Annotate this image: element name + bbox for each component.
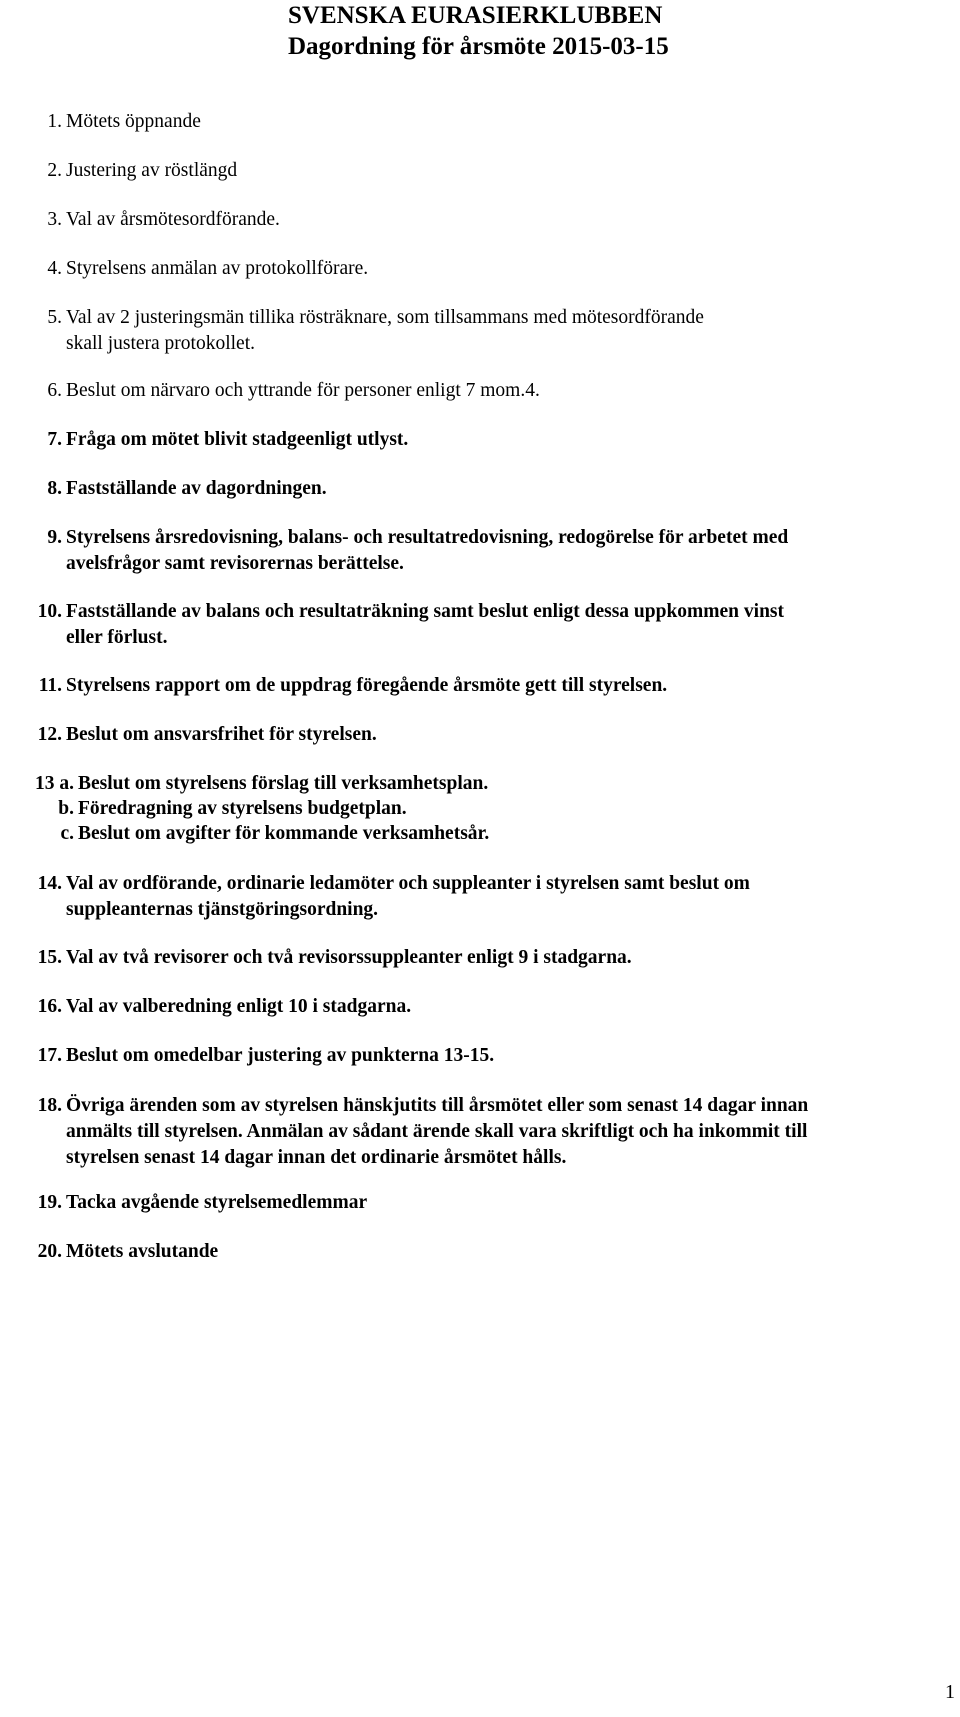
- agenda-item-number: 6.: [47, 380, 62, 401]
- agenda-item-number: 10.: [37, 601, 62, 622]
- agenda-item-number: b.: [58, 798, 74, 819]
- agenda-item-text: Beslut om avgifter för kommande verksamhetsår.: [78, 823, 490, 844]
- page-number: 1: [945, 1681, 955, 1703]
- agenda-item-text: Övriga ärenden som av styrelsen hänskjutits till årsmötet eller som senast 14 dagar innan: [66, 1095, 809, 1116]
- agenda-item-text: Beslut om styrelsens förslag till verksamhetsplan.: [78, 773, 489, 794]
- agenda-item-text: Beslut om omedelbar justering av punkterna 13-15.: [66, 1045, 495, 1066]
- agenda-item-text: Beslut om ansvarsfrihet för styrelsen.: [66, 724, 377, 745]
- agenda-item-number: 20.: [37, 1241, 62, 1262]
- agenda-item-number: 11.: [38, 675, 62, 696]
- agenda-item-text: Fråga om mötet blivit stadgeenligt utlyst.: [66, 429, 409, 450]
- agenda-item-text: eller förlust.: [66, 627, 168, 648]
- agenda-item-number: 7.: [47, 429, 62, 450]
- agenda-title: Dagordning för årsmöte 2015-03-15: [288, 33, 669, 60]
- agenda-item-text: styrelsen senast 14 dagar innan det ordinarie årsmötet hålls.: [66, 1147, 567, 1168]
- agenda-item-number: 13 a.: [35, 773, 74, 794]
- club-name: SVENSKA EURASIERKLUBBEN: [288, 2, 663, 29]
- agenda-item-text: skall justera protokollet.: [66, 333, 256, 354]
- agenda-item-text: Tacka avgående styrelsemedlemmar: [66, 1192, 368, 1213]
- agenda-item-text: Val av årsmötesordförande.: [66, 209, 280, 230]
- agenda-item-text: Beslut om närvaro och yttrande för personer enligt 7 mom.4.: [66, 380, 540, 401]
- agenda-item-number: 12.: [37, 724, 62, 745]
- agenda-item-text: Föredragning av styrelsens budgetplan.: [78, 798, 407, 819]
- agenda-item-number: 9.: [47, 527, 62, 548]
- agenda-item-number: c.: [60, 823, 74, 844]
- agenda-item-text: Justering av röstlängd: [66, 160, 238, 181]
- agenda-item-text: Mötets avslutande: [66, 1241, 219, 1262]
- agenda-item-text: anmälts till styrelsen. Anmälan av sådant ärende skall vara skriftligt och ha inkommit till: [66, 1121, 808, 1142]
- agenda-item-text: suppleanternas tjänstgöringsordning.: [66, 899, 379, 920]
- agenda-item-number: 8.: [47, 478, 62, 499]
- agenda-item-number: 14.: [37, 873, 62, 894]
- agenda-item-text: Styrelsens rapport om de uppdrag föregående årsmöte gett till styrelsen.: [66, 675, 668, 696]
- agenda-item-text: Val av valberedning enligt 10 i stadgarna.: [66, 996, 412, 1017]
- agenda-item-text: Styrelsens årsredovisning, balans- och resultatredovisning, redogörelse för arbetet med: [66, 527, 789, 548]
- agenda-item-number: 16.: [37, 996, 62, 1017]
- agenda-item-number: 1.: [47, 111, 62, 132]
- agenda-item-number: 5.: [47, 307, 62, 328]
- agenda-item-number: 4.: [47, 258, 62, 279]
- agenda-item-text: Styrelsens anmälan av protokollförare.: [66, 258, 369, 279]
- agenda-item-text: Mötets öppnande: [66, 111, 201, 132]
- agenda-item-text: Fastställande av dagordningen.: [66, 478, 327, 499]
- agenda-item-text: avelsfrågor samt revisorernas berättelse.: [66, 553, 404, 574]
- agenda-item-text: Val av 2 justeringsmän tillika rösträknare, som tillsammans med mötesordförande: [66, 307, 704, 328]
- agenda-item-text: Fastställande av balans och resultaträkning samt beslut enligt dessa uppkommen vinst: [66, 601, 784, 622]
- agenda-item-number: 18.: [37, 1095, 62, 1116]
- agenda-item-text: Val av två revisorer och två revisorssuppleanter enligt 9 i stadgarna.: [66, 947, 632, 968]
- agenda-item-text: Val av ordförande, ordinarie ledamöter och suppleanter i styrelsen samt beslut om: [66, 873, 750, 894]
- agenda-item-number: 15.: [37, 947, 62, 968]
- agenda-item-number: 2.: [47, 160, 62, 181]
- agenda-item-number: 3.: [47, 209, 62, 230]
- agenda-item-number: 19.: [37, 1192, 62, 1213]
- agenda-item-number: 17.: [37, 1045, 62, 1066]
